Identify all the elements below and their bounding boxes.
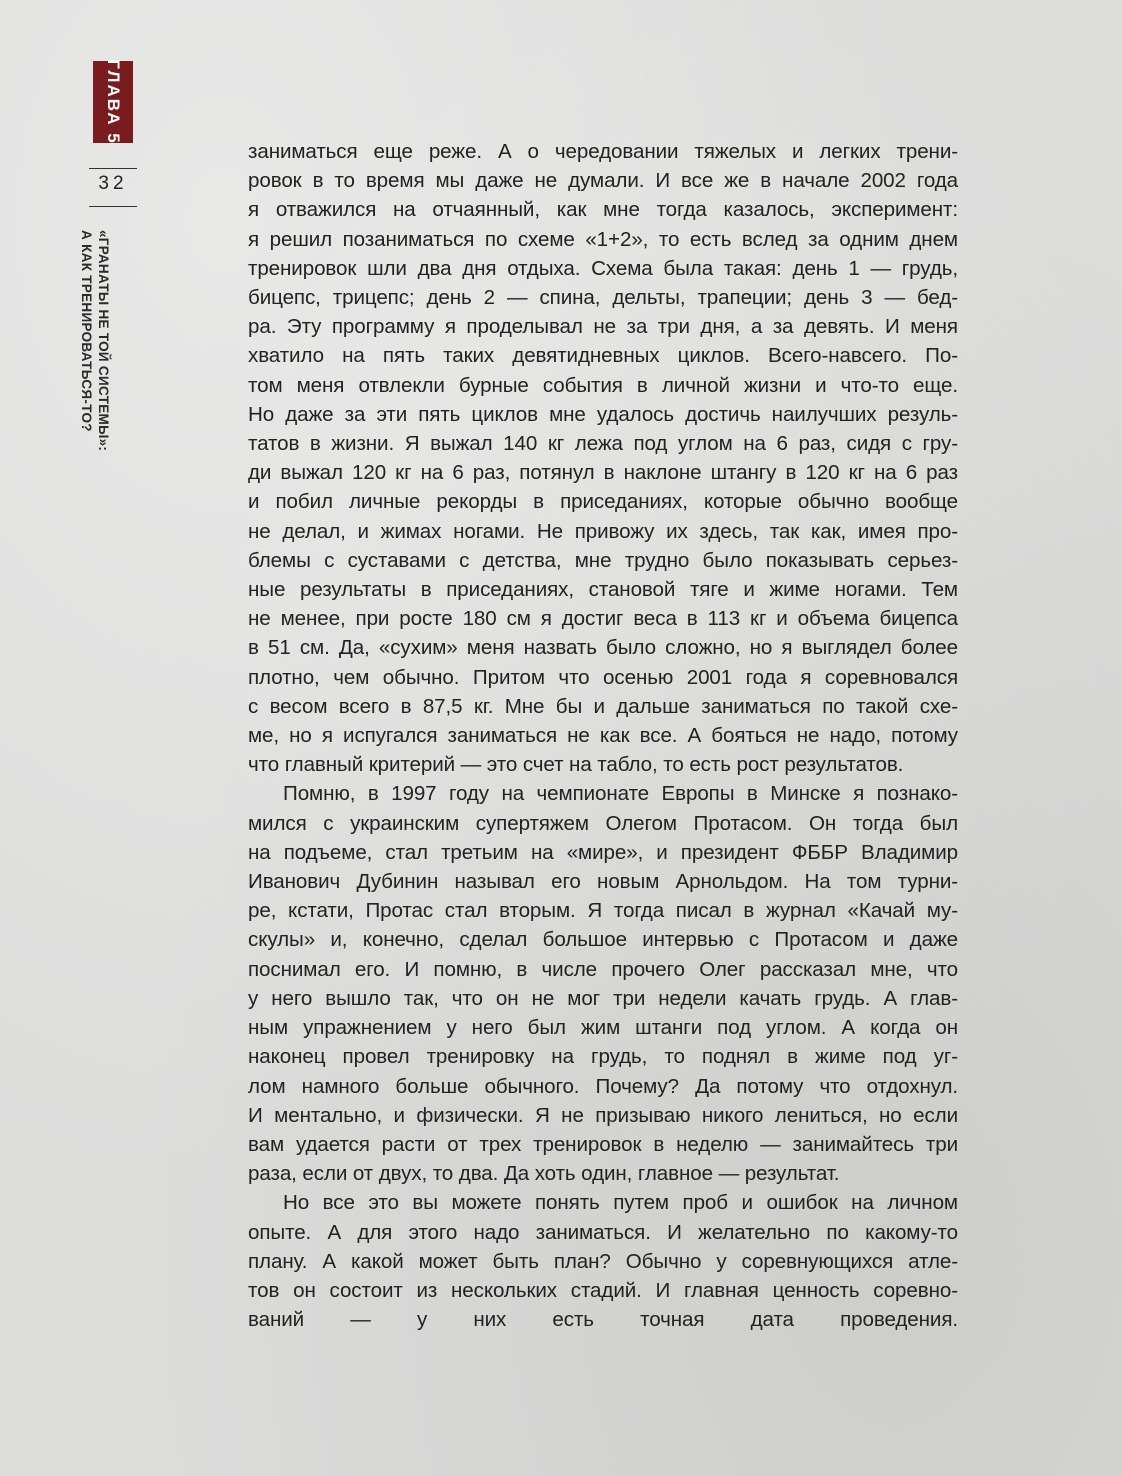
chapter-label: ГЛАВА 5 [104, 59, 123, 145]
text-line: бицепс, трицепс; день 2 — спина, дельты, трапеции; день 3 — бед- [248, 286, 958, 310]
text-line: Но даже за эти пять циклов мне удалось достичь наилучших резуль- [248, 402, 958, 426]
text-line: И ментально, и физически. Я не призываю никого лениться, но если [248, 1103, 958, 1127]
text-line: раза, если от двух, то два. Да хоть один, главное — результат. [248, 1162, 840, 1186]
text-line: ные результаты в приседаниях, становой тяге и жиме ногами. Тем [248, 578, 958, 602]
text-line: ре, кстати, Протас стал вторым. Я тогда писал в журнал «Качай му- [248, 899, 958, 923]
text-line: с весом всего в 87,5 кг. Мне бы и дальше заниматься по такой схе- [248, 694, 958, 718]
running-head-line-1: «ГРАНАТЫ НЕ ТОЙ СИСТЕМЫ»: [96, 230, 111, 452]
text-line: я отважился на отчаянный, как мне тогда казалось, эксперимент: [248, 198, 958, 222]
text-line: Но все это вы можете понять путем проб и ошибок на личном [283, 1191, 958, 1215]
text-line: наконец провел тренировку на грудь, то поднял в жиме под уг- [248, 1045, 958, 1069]
running-head-line-2: А КАК ТРЕНИРОВАТЬСЯ-ТО? [79, 230, 94, 432]
text-line: ра. Эту программу я проделывал не за три дня, а за девять. И меня [248, 315, 958, 339]
text-line: поснимал его. И помню, в числе прочего Олег рассказал мне, что [248, 957, 958, 981]
text-line: тренировок шли два дня отдыха. Схема была такая: день 1 — грудь, [248, 256, 958, 280]
text-line: тов он состоит из нескольких стадий. И главная ценность соревно- [248, 1278, 958, 1302]
text-line: ди выжал 120 кг на 6 раз, потянул в наклоне штангу в 120 кг на 6 раз [248, 461, 958, 485]
text-line: ме, но я испугался заниматься не как все. А бояться не надо, потому [248, 724, 958, 748]
text-line: у него вышло так, что он не мог три недели качать грудь. А глав- [248, 986, 958, 1010]
text-line: Иванович Дубинин называл его новым Арнольдом. На том турни- [248, 870, 958, 894]
text-line: ваний — у них есть точная дата проведения. [248, 1308, 958, 1332]
text-line: лом намного больше обычного. Почему? Да потому что отдохнул. [248, 1074, 958, 1098]
text-line: опыте. А для этого надо заниматься. И желательно по какому-то [248, 1220, 958, 1244]
page-number-rule-bottom [89, 206, 137, 207]
text-line: плану. А какой может быть план? Обычно у соревнующихся атле- [248, 1249, 958, 1273]
text-line: в 51 см. Да, «сухим» меня назвать было сложно, но я выглядел более [248, 636, 958, 660]
page-number: 32 [98, 173, 128, 194]
text-line: ным упражнением у него был жим штанги под углом. А когда он [248, 1016, 958, 1040]
text-line: вам удается расти от трех тренировок в неделю — занимайтесь три [248, 1132, 958, 1156]
text-line: и побил личные рекорды в приседаниях, которые обычно вообще [248, 490, 958, 514]
text-line: том меня отвлекли бурные события в личной жизни и что-то еще. [248, 373, 958, 397]
text-line: Помню, в 1997 году на чемпионате Европы в Минске я познако- [283, 782, 958, 806]
text-line: блемы с суставами с детства, мне трудно было показывать серьез- [248, 548, 958, 572]
text-line: ровок в то время мы даже не думали. И все же в начале 2002 года [248, 169, 958, 193]
text-line: плотно, чем обычно. Притом что осенью 2001 года я соревновался [248, 665, 958, 689]
text-line: татов в жизни. Я выжал 140 кг лежа под углом на 6 раз, сидя с гру- [248, 432, 958, 456]
text-line: что главный критерий — это счет на табло, то есть рост результатов. [248, 753, 904, 777]
page-number-rule-top [89, 168, 137, 169]
text-line: я решил позаниматься по схеме «1+2», то есть вслед за одним днем [248, 227, 958, 251]
chapter-tab [93, 61, 133, 143]
text-line: не делал, и жимах ногами. Не привожу их здесь, так как, имея про- [248, 519, 958, 543]
text-line: заниматься еще реже. А о чередовании тяжелых и легких трени- [248, 140, 958, 163]
text-line: хватило на пять таких девятидневных циклов. Всего-навсего. По- [248, 344, 958, 368]
body-text [248, 137, 958, 1334]
text-line: не менее, при росте 180 см я достиг веса в 113 кг и объема бицепса [248, 607, 958, 631]
text-line: на подъеме, стал третьим на «мире», и президент ФББР Владимир [248, 840, 958, 864]
text-line: мился с украинским супертяжем Олегом Протасом. Он тогда был [248, 811, 958, 835]
text-line: скулы» и, конечно, сделал большое интервью с Протасом и даже [248, 928, 958, 952]
